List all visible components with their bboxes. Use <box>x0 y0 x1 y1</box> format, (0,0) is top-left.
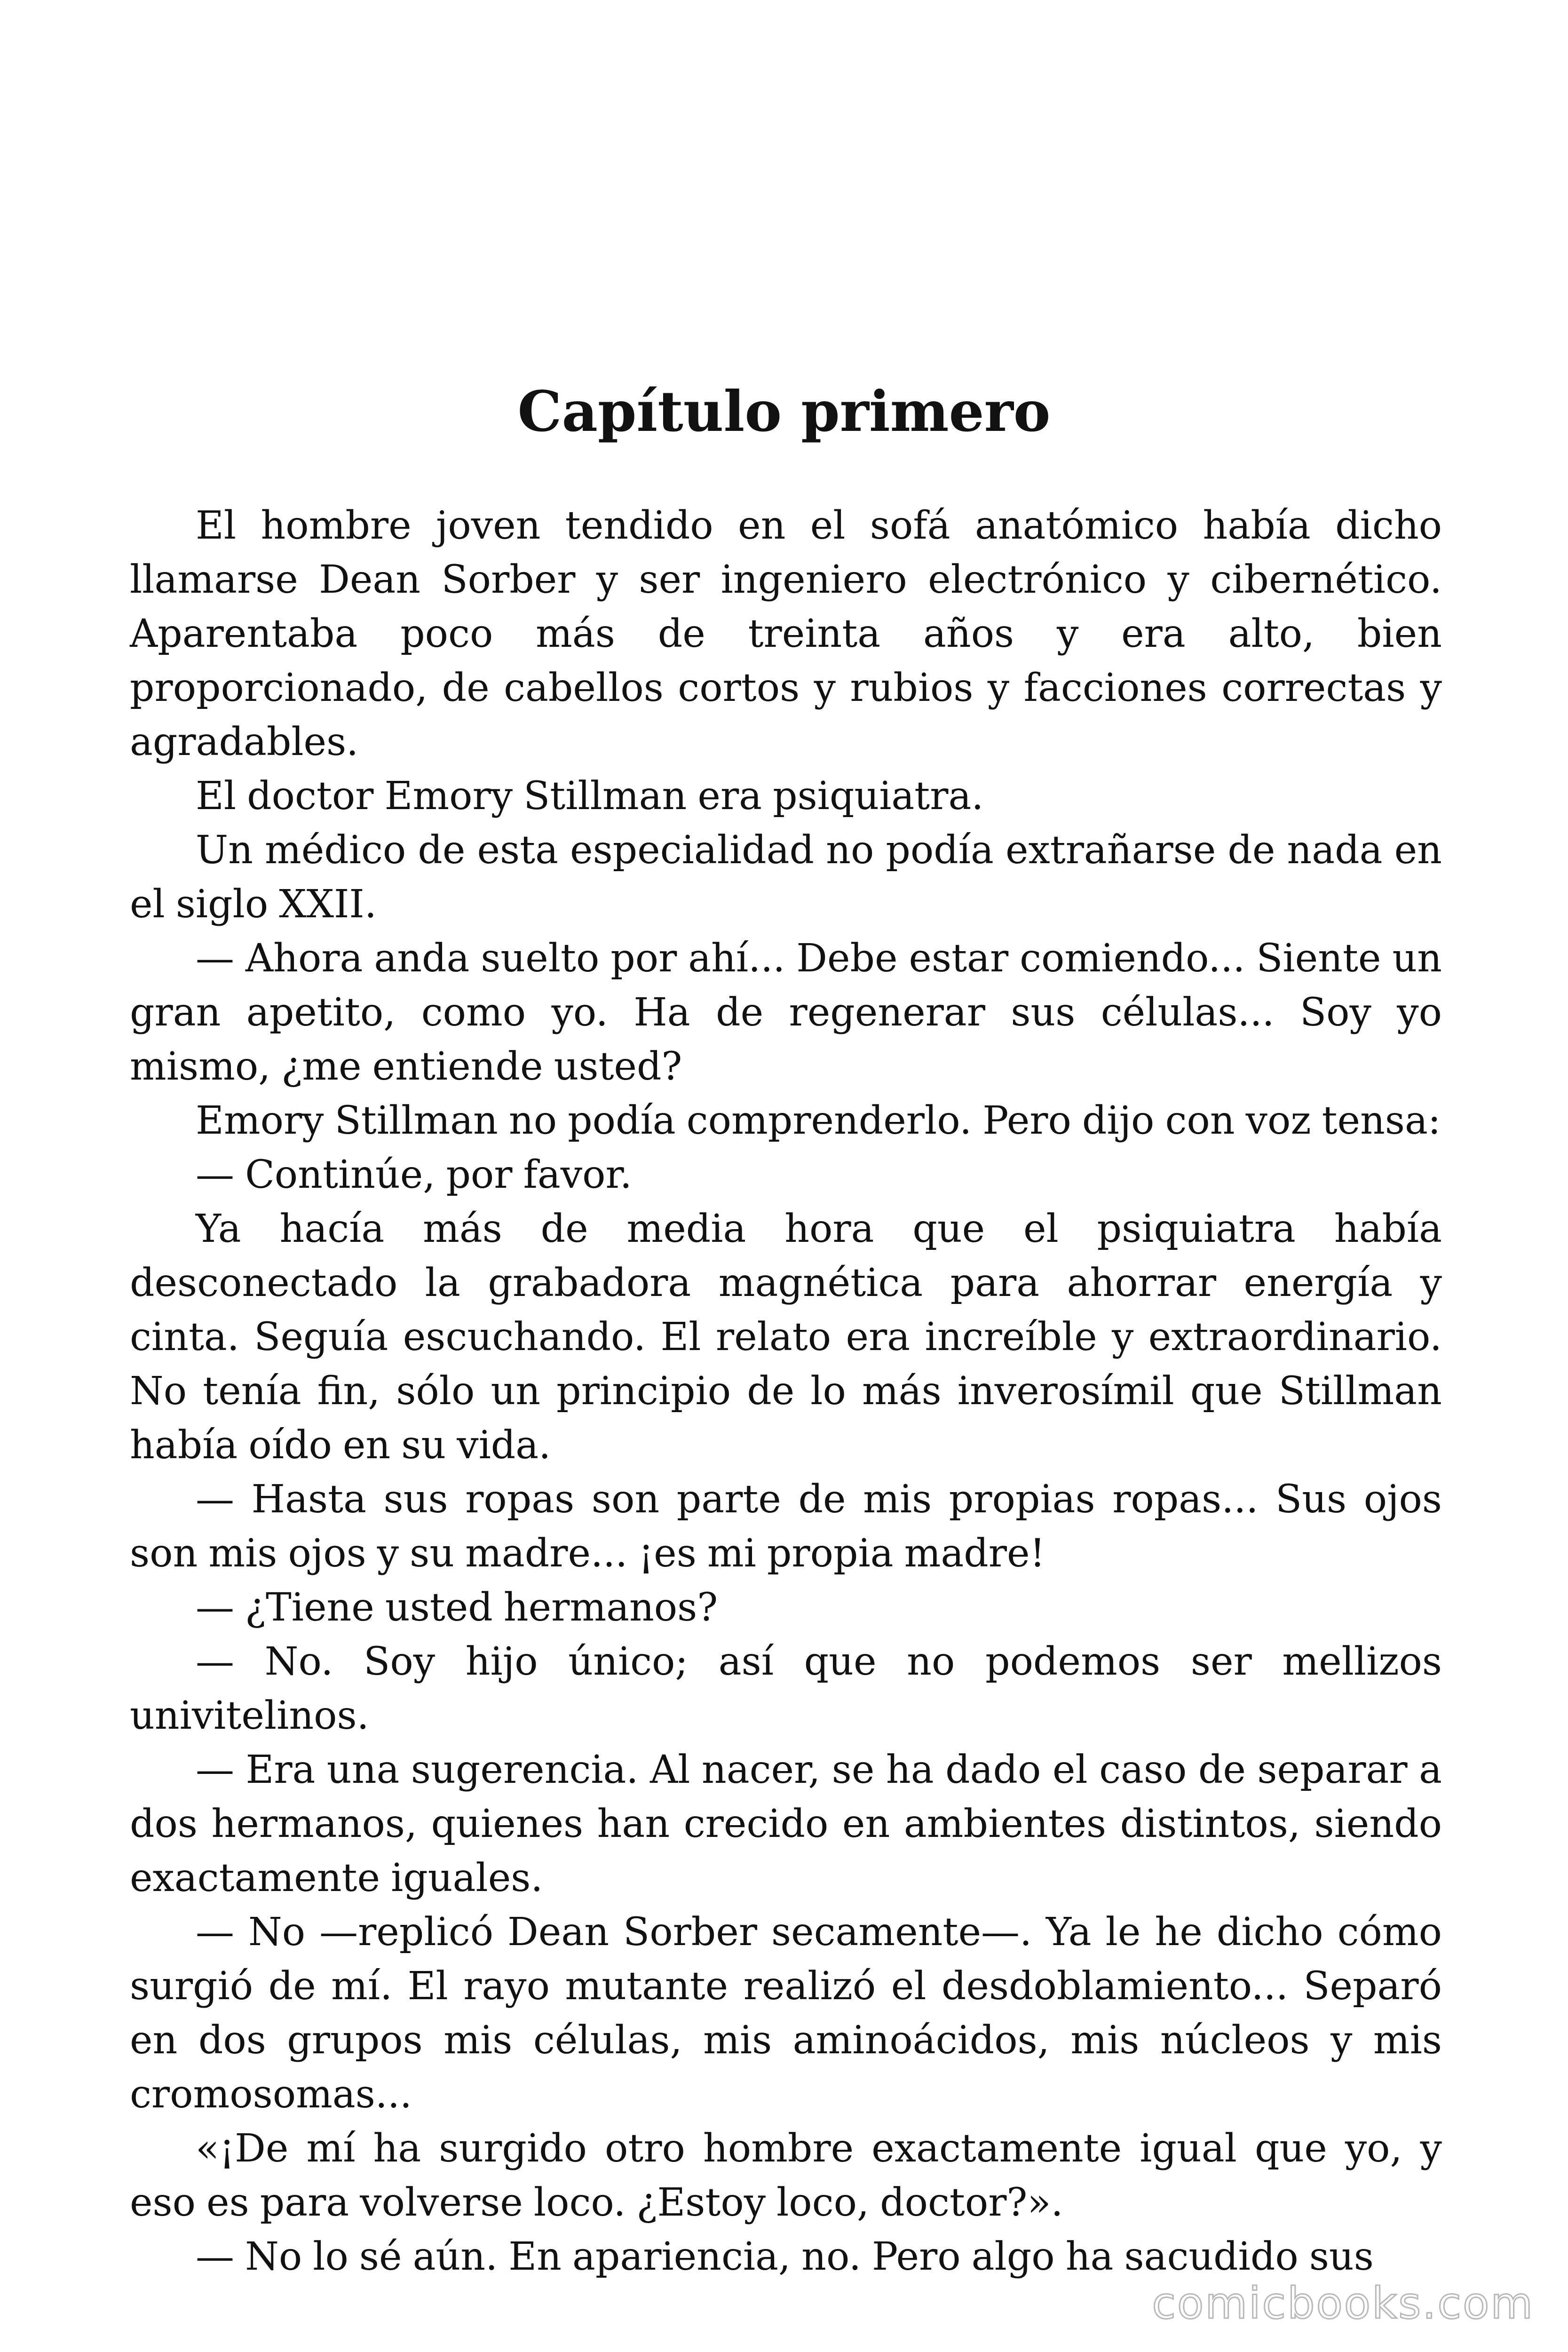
paragraph: Emory Stillman no podía comprenderlo. Pero dijo con voz tensa: <box>196 1098 1441 1143</box>
paragraph: El doctor Emory Stillman era psiquiatra. <box>196 774 984 818</box>
paragraph: — Hasta sus ropas son parte de mis propias ropas... Sus ojos son mis ojos y su madre... ¡es mi propia madre! <box>130 1477 1442 1576</box>
paragraph: «¡De mí ha surgido otro hombre exactamente igual que yo, y eso es para volverse loco. ¿Estoy loco, doctor?». <box>130 2126 1442 2225</box>
paragraph: — No lo sé aún. En apariencia, no. Pero algo ha sacudido sus <box>196 2234 1374 2279</box>
chapter-title: Capítulo primero <box>517 379 1051 444</box>
paragraph: — ¿Tiene usted hermanos? <box>196 1585 718 1630</box>
paragraph: — No —replicó Dean Sorber secamente—. Ya le he dicho cómo surgió de mí. El rayo mutante realizó el desdoblamiento... Separó en dos grupos mis células, mis aminoácidos, mis núcleos y mis cromosomas... <box>130 1910 1442 2117</box>
paragraph: Un médico de esta especialidad no podía extrañarse de nada en el siglo XXII. <box>130 828 1442 927</box>
paragraph: — Ahora anda suelto por ahí... Debe estar comiendo... Siente un gran apetito, como yo. Ha de regenerar sus células... Soy yo mismo, ¿me entiende usted? <box>130 936 1442 1089</box>
watermark: comicbooks.com <box>1152 2278 1534 2328</box>
paragraph: Ya hacía más de media hora que el psiquiatra había desconectado la grabadora magnética para ahorrar energía y cinta. Seguía escuchando. El relato era increíble y extraordinario. No tenía fin, sólo un principio de lo más inverosímil que Stillman había oído en su vida. <box>130 1207 1442 1468</box>
paragraph: El hombre joven tendido en el sofá anatómico había dicho llamarse Dean Sorber y ser ingeniero electrónico y cibernético. Aparentaba poco más de treinta años y era alto, bien proporcionado, de cabellos cortos y rubios y facciones correctas y agradables. <box>130 503 1442 764</box>
paragraph: — Era una sugerencia. Al nacer, se ha dado el caso de separar a dos hermanos, quienes han crecido en ambientes distintos, siendo exactamente iguales. <box>130 1748 1442 1900</box>
chapter-body <box>130 499 1442 2284</box>
paragraph: — No. Soy hijo único; así que no podemos ser mellizos univitelinos. <box>130 1639 1442 1738</box>
paragraph: — Continúe, por favor. <box>196 1152 632 1197</box>
